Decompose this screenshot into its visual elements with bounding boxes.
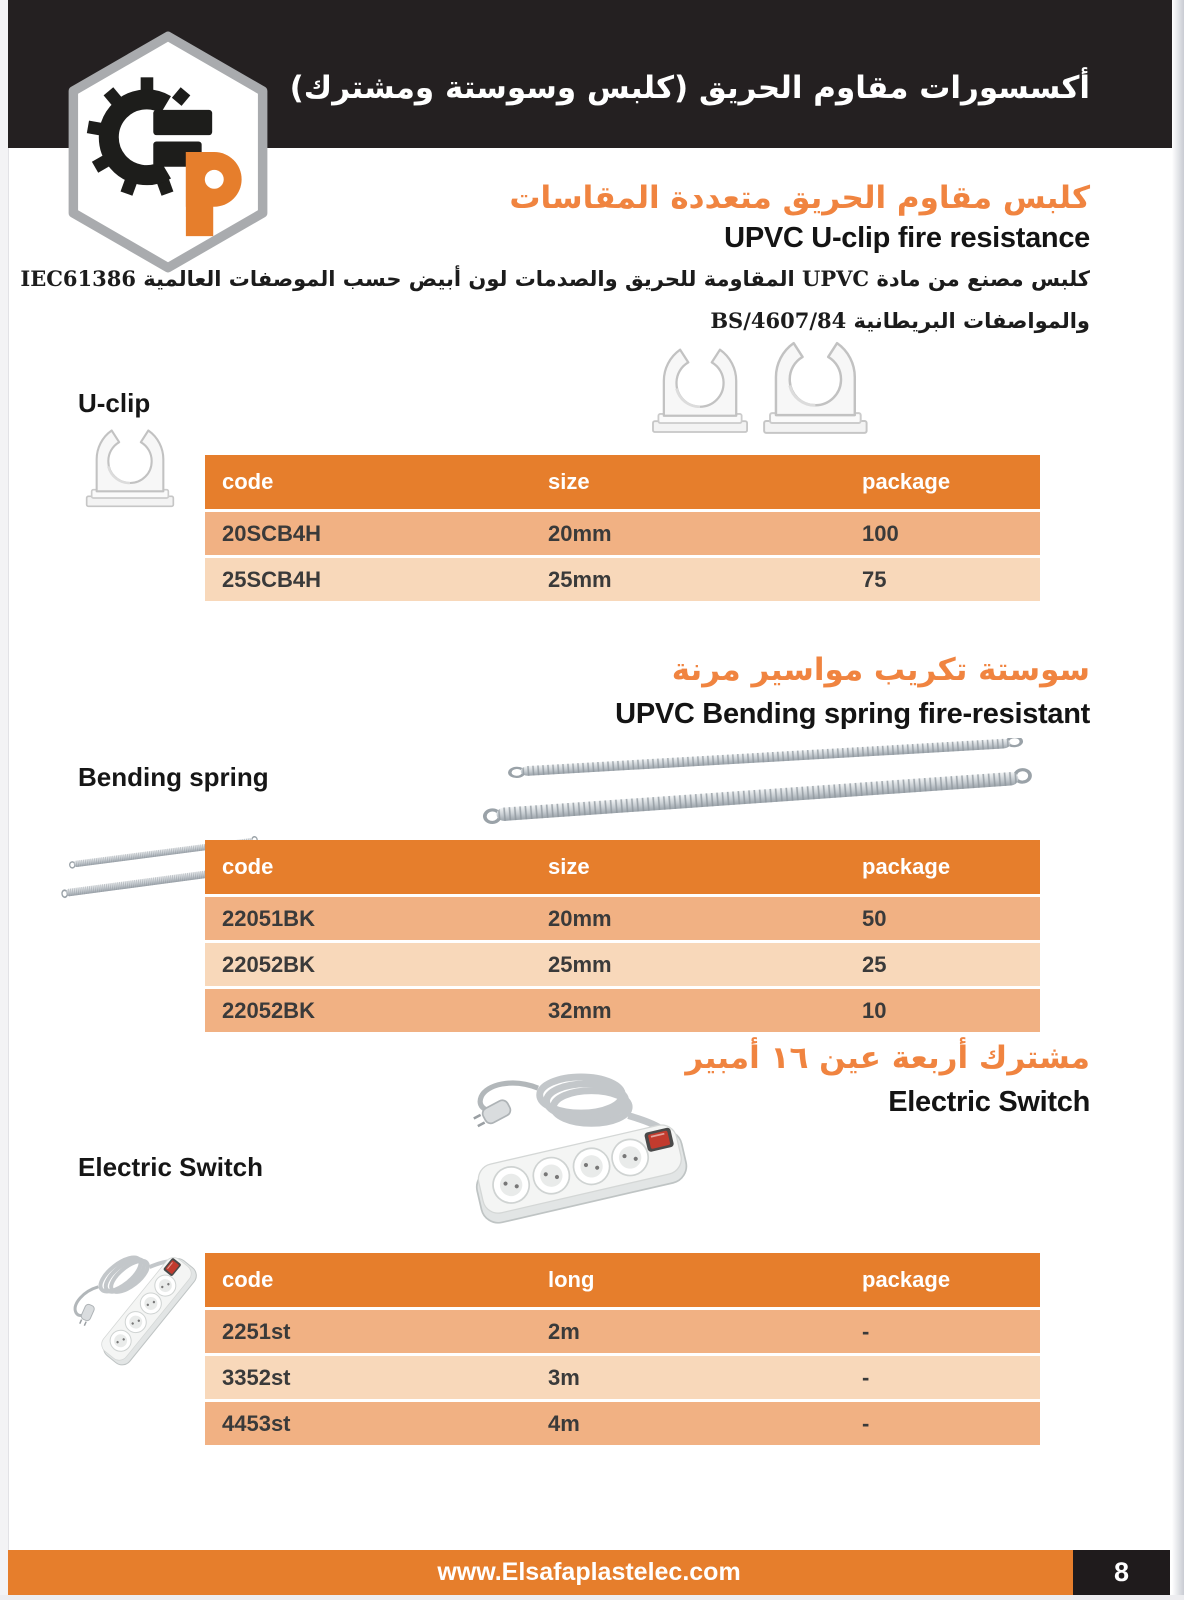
bending-spring-table [205,840,1040,1032]
table-header-row [205,455,1040,509]
table-cell: 22052BK [222,952,315,977]
column-header: size [548,854,590,879]
section2-heading-arabic: سوستة تكريب مواسير مرنة [671,652,1090,688]
column-header: package [862,1267,951,1292]
table-cell: 25mm [548,952,612,977]
table-cell: 75 [862,567,887,592]
column-header: long [548,1267,595,1292]
u-clip-product-image [638,326,890,443]
table-cell: 20mm [548,521,612,546]
table-row [205,1310,1040,1353]
table-cell: 4453st [222,1411,291,1436]
table-cell: - [862,1411,870,1436]
table-row [205,989,1040,1032]
footer-bar [8,1550,1170,1595]
bending-spring-product-image [478,738,1043,824]
power-strip-product-image [452,1062,710,1226]
table-cell: - [862,1319,870,1344]
company-logo-icon [62,30,274,274]
section3-heading-arabic: مشترك أربعة عين ١٦ أمبير [685,1040,1090,1076]
table-cell: 20mm [548,906,612,931]
section1-heading-english: UPVC U-clip fire resistance [724,222,1090,254]
page-left-margin [0,0,9,1600]
table-cell: 100 [862,521,899,546]
section1-heading-arabic: كلبس مقاوم الحريق متعددة المقاسات [509,180,1090,216]
u-clip-table [205,455,1040,601]
column-header: code [222,854,274,879]
table-header-row [205,840,1040,894]
footer-website-url: www.Elsafaplastelec.com [437,1558,741,1586]
table-cell: 4m [548,1411,580,1436]
column-header: package [862,854,951,879]
table-row [205,897,1040,940]
section1-description-line1: كلبس مصنع من مادة UPVC المقاومة للحريق والصدمات لون أبيض حسب الموصفات العالمية IEC61386 [20,266,1090,291]
table-row [205,1402,1040,1445]
table-cell: 3m [548,1365,580,1390]
section1-description-line2: والمواصفات البريطانية BS/4607/84 [710,308,1090,333]
table-cell: - [862,1365,870,1390]
column-header: code [222,469,274,494]
table-cell: 32mm [548,998,612,1023]
table-row [205,512,1040,555]
column-header: package [862,469,951,494]
section3-heading-english: Electric Switch [888,1086,1090,1118]
table-cell: 3352st [222,1365,291,1390]
section2-heading-english: UPVC Bending spring fire-resistant [615,698,1090,730]
table-row [205,1356,1040,1399]
page-right-edge-shadow [1172,0,1184,1600]
page-title: أكسسورات مقاوم الحريق (كلبس وسوستة ومشترك) [289,70,1090,106]
table-cell: 2251st [222,1319,291,1344]
table-row [205,558,1040,601]
page-number: 8 [1073,1550,1170,1595]
section1-product-label: U-clip [78,388,151,418]
table-cell: 2m [548,1319,580,1344]
column-header: code [222,1267,274,1292]
table-cell: 25SCB4H [222,567,322,592]
table-cell: 22052BK [222,998,315,1023]
table-cell: 25mm [548,567,612,592]
column-header: size [548,469,590,494]
power-strip-thumbnail-image [62,1222,214,1372]
table-cell: 10 [862,998,887,1023]
table-cell: 20SCB4H [222,521,322,546]
table-header-row [205,1253,1040,1307]
electric-switch-table [205,1253,1040,1445]
table-row [205,943,1040,986]
page-bottom-edge [0,1595,1184,1600]
table-cell: 50 [862,906,887,931]
table-cell: 25 [862,952,887,977]
section3-product-label: Electric Switch [78,1152,263,1182]
u-clip-thumbnail-image [80,416,180,510]
table-cell: 22051BK [222,906,315,931]
section2-product-label: Bending spring [78,762,269,792]
